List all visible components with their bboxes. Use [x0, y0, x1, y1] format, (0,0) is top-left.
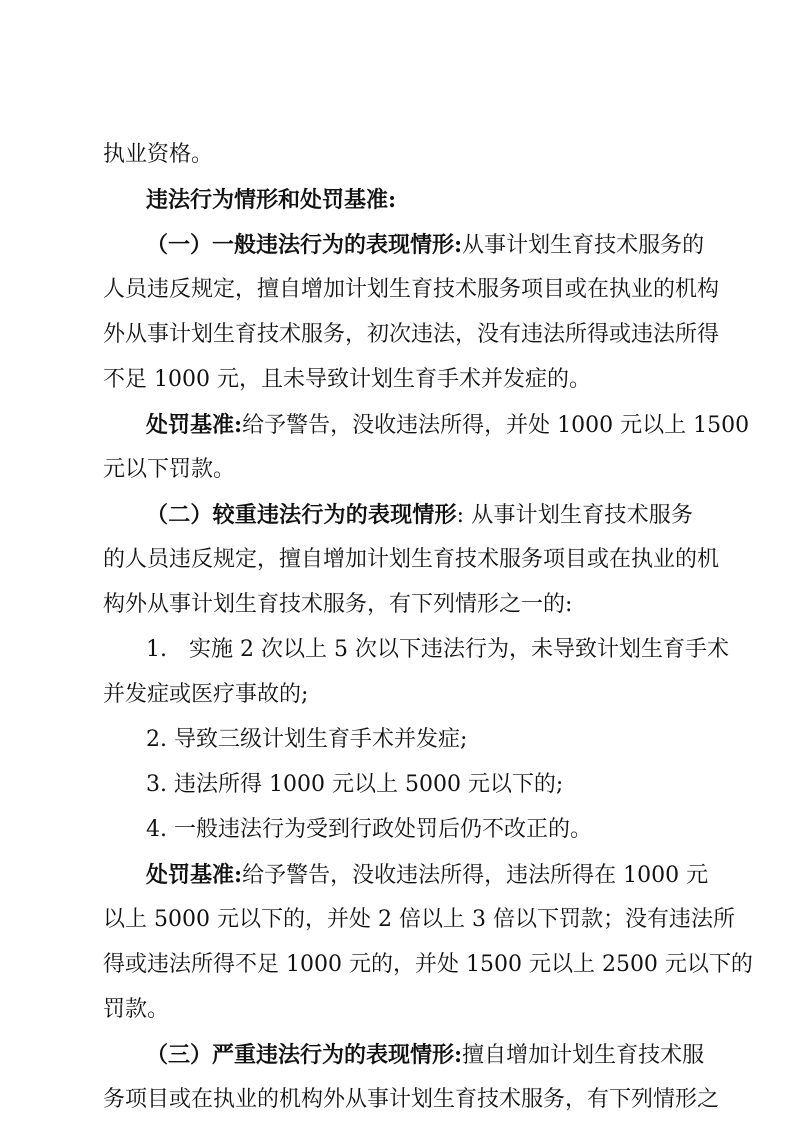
heading-text: 处罚基准: — [146, 862, 243, 888]
heading-text: 违法行为情形和处罚基准: — [146, 187, 397, 213]
text-line — [103, 995, 693, 1025]
text-span: 外从事计划生育技术服务，初次违法，没有违法所得或违法所得 — [103, 322, 720, 347]
text-line — [103, 320, 720, 350]
text-line — [103, 680, 693, 710]
list-item — [146, 770, 693, 800]
text-line — [103, 275, 720, 305]
text-span: 务项目或在执业的机构外从事计划生育技术服务，有下列情形之 — [103, 1087, 720, 1112]
section-heading — [146, 185, 693, 215]
text-line — [103, 365, 693, 395]
list-item — [146, 725, 693, 755]
text-span: 人员违反规定，擅自增加计划生育技术服务项目或在执业的机构 — [103, 277, 720, 302]
text-span: 罚款。 — [103, 997, 170, 1022]
text-line — [103, 590, 693, 620]
text-span: 并发症或医疗事故的; — [103, 682, 309, 707]
text-span: 元以下罚款。 — [103, 457, 236, 482]
text-span: 构外从事计划生育技术服务，有下列情形之一的: — [103, 592, 573, 617]
heading-text: 处罚基准: — [146, 412, 243, 438]
text-line — [146, 860, 709, 890]
text-line — [103, 140, 693, 170]
text-line — [103, 950, 753, 980]
text-span: 得或违法所得不足 1000 元的，并处 1500 元以上 2500 元以下的 — [103, 952, 753, 977]
text-line — [146, 500, 693, 530]
text-span: 2. 导致三级计划生育手术并发症; — [146, 727, 468, 752]
text-span: 执业资格。 — [103, 142, 214, 167]
list-item — [146, 815, 693, 845]
text-line — [103, 905, 735, 935]
text-span: 以上 5000 元以下的，并处 2 倍以上 3 倍以下罚款；没有违法所 — [103, 907, 735, 932]
heading-text: （一）一般违法行为的表现情形: — [146, 232, 463, 258]
text-line — [146, 1040, 705, 1070]
text-span: 擅自增加计划生育技术服 — [462, 1043, 705, 1068]
text-span: 的人员违反规定，擅自增加计划生育技术服务项目或在执业的机 — [103, 547, 720, 572]
text-span: 不足 1000 元，且未导致计划生育手术并发症的。 — [103, 367, 591, 392]
text-span: 1. 实施 2 次以上 5 次以下违法行为，未导致计划生育手术 — [146, 637, 729, 662]
text-span: 4. 一般违法行为受到行政处罚后仍不改正的。 — [146, 817, 592, 842]
text-line — [146, 410, 750, 440]
text-span: : 从事计划生育技术服务 — [456, 503, 693, 528]
text-line — [103, 545, 720, 575]
text-line — [103, 455, 693, 485]
text-line — [103, 1085, 720, 1115]
text-span: 3. 违法所得 1000 元以上 5000 元以下的; — [146, 772, 564, 797]
text-span: 从事计划生育技术服务的 — [462, 233, 705, 258]
text-span: 给予警告，没收违法所得，并处 1000 元以上 1500 — [242, 413, 750, 438]
list-item — [146, 635, 729, 665]
text-line — [146, 230, 705, 260]
text-span: 给予警告，没收违法所得，违法所得在 1000 元 — [242, 863, 709, 888]
heading-text: （二）较重违法行为的表现情形 — [146, 502, 457, 528]
heading-text: （三）严重违法行为的表现情形: — [146, 1042, 463, 1068]
